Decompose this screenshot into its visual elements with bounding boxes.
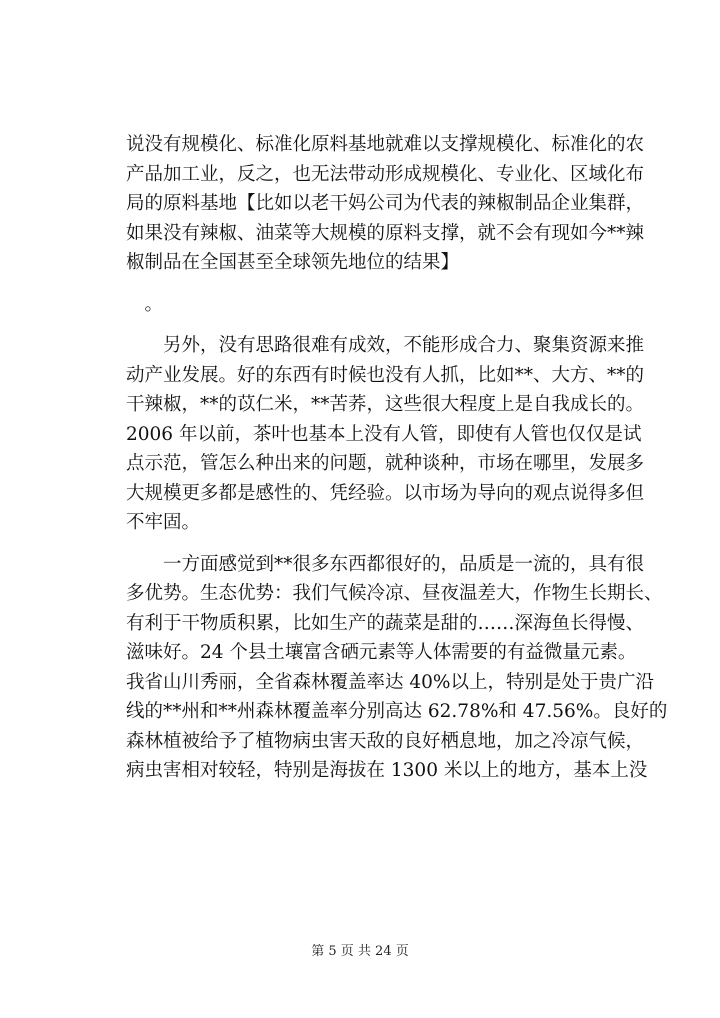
text-line: 说没有规模化、标准化原料基地就难以支撑规模化、标准化的农 — [126, 134, 645, 155]
text-line: 另外，没有思路很难有成效，不能形成合力、聚集资源来推 — [126, 335, 645, 356]
text-line: 滋味好。24 个县土壤富含硒元素等人体需要的有益微量元素。 — [126, 642, 637, 663]
text-line: 如果没有辣椒、油菜等大规模的原料支撑，就不会有现如今**辣 — [126, 222, 645, 244]
paragraph — [126, 331, 645, 538]
text-line: 大规模更多都是感性的、凭经验。以市场为导向的观点说得多但 — [126, 482, 645, 504]
document-body — [126, 130, 668, 786]
text-line: 干辣椒，**的苡仁米，**苦荞，这些很大程度上是自我成长的。 — [126, 394, 645, 415]
paragraph-gap — [126, 319, 626, 331]
text-line: 不牢固。 — [126, 512, 201, 533]
text-line: 一方面感觉到**很多东西都很好的，品质是一流的，具有很 — [126, 553, 645, 575]
text-line: 动产业发展。好的东西有时候也没有人抓，比如**、大方、**的 — [126, 364, 645, 386]
page-footer: 第 5 页 共 24 页 — [311, 944, 409, 959]
text-line: 线的**州和**州森林覆盖率分别高达 62.78%和 47.56%。良好的 — [126, 701, 668, 722]
text-line: 。 — [126, 293, 164, 315]
text-line: 2006 年以前，茶叶也基本上没有人管，即使有人管也仅仅是试 — [126, 423, 642, 445]
text-line: 我省山川秀丽，全省森林覆盖率达 40%以上，特别是处于贵广沿 — [126, 671, 655, 693]
text-line: 点示范，管怎么种出来的问题，就种谈种，市场在哪里，发展多 — [126, 453, 645, 474]
paragraph — [126, 130, 645, 278]
paragraph — [126, 290, 626, 320]
text-line: 病虫害相对较轻，特别是海拔在 1300 米以上的地方，基本上没 — [126, 760, 648, 781]
text-line: 多优势。生态优势：我们气候冷凉、昼夜温差大，作物生长期长、 — [126, 583, 663, 604]
text-line: 局的原料基地【比如以老干妈公司为代表的辣椒制品企业集群， — [126, 193, 645, 214]
paragraph-gap — [126, 278, 626, 290]
text-line: 产品加工业，反之，也无法带动形成规模化、专业化、区域化布 — [126, 163, 645, 185]
paragraph — [126, 550, 668, 786]
text-line: 椒制品在全国甚至全球领先地位的结果】 — [126, 252, 460, 273]
text-line: 森林植被给予了植物病虫害天敌的良好栖息地，加之冷凉气候， — [126, 730, 645, 752]
text-line: 有利于干物质积累，比如生产的蔬菜是甜的……深海鱼长得慢、 — [126, 612, 645, 634]
paragraph-gap — [126, 538, 626, 550]
